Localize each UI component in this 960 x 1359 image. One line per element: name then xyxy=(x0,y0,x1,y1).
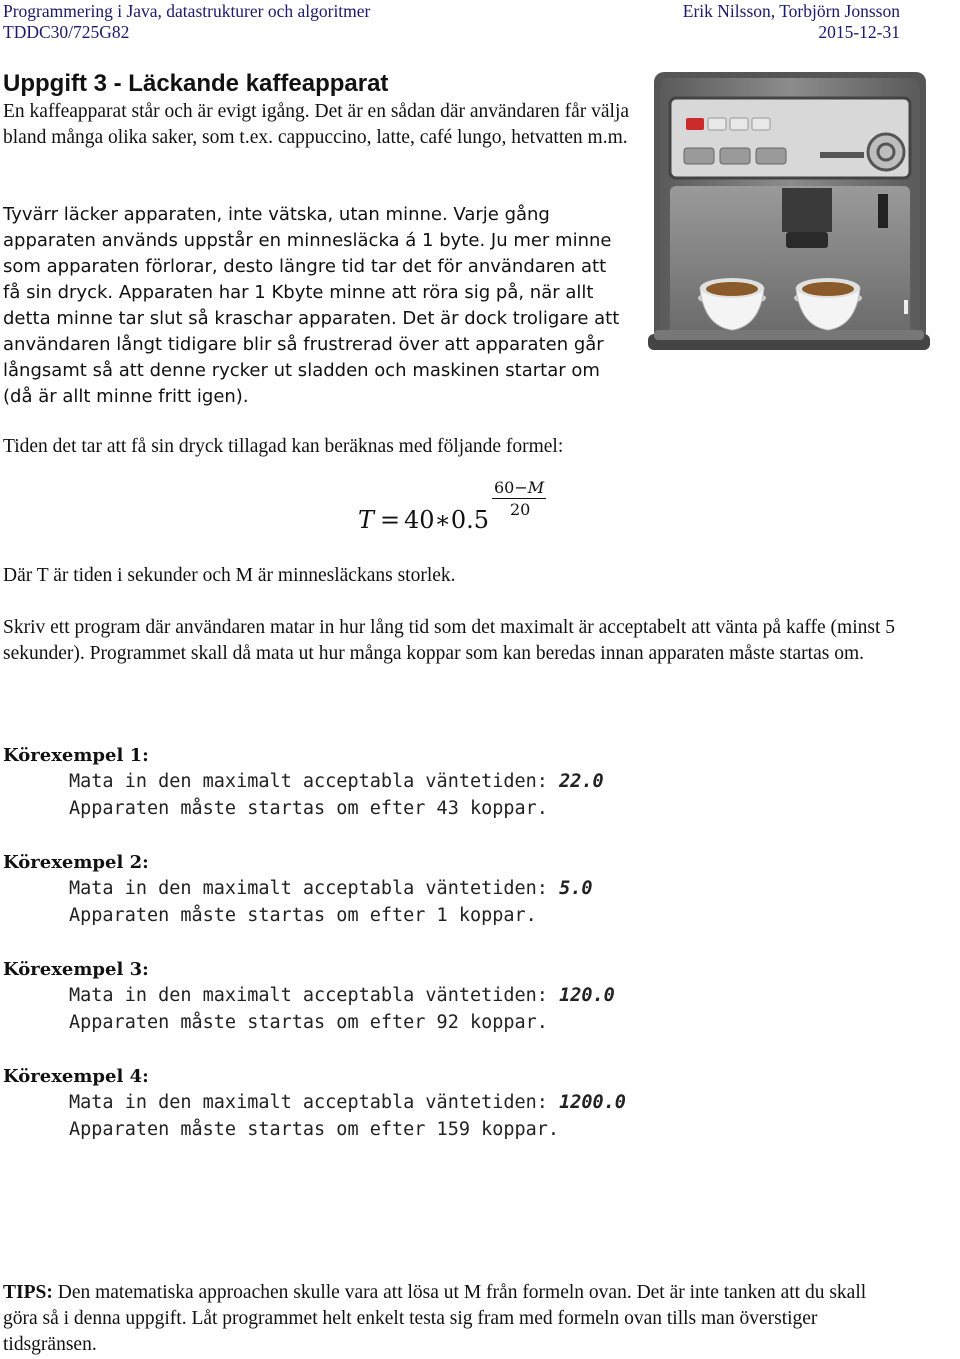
example-label: Körexempel 4: xyxy=(3,1066,149,1087)
tips-text: Den matematiska approachen skulle vara att lösa ut M från formeln ovan. Det är inte tanken att du skall göra så i denna uppgift. Låt programmet helt enkelt testa sig fram med formeln ovan tills man överstiger tidsgränsen. xyxy=(3,1282,867,1355)
example-output-line: Apparaten måste startas om efter 92 koppar. xyxy=(69,1012,548,1033)
tips-paragraph xyxy=(3,1280,903,1358)
example-label: Körexempel 2: xyxy=(3,852,149,873)
formula-exponent-numerator: 60−M xyxy=(494,478,545,497)
formula-lhs: T xyxy=(358,506,375,534)
example-output-line: Apparaten måste startas om efter 1 koppar. xyxy=(69,905,537,926)
problem-paragraph: Tyvärr läcker apparaten, inte vätska, utan minne. Varje gång apparaten används uppstår en minnesläcka á 1 byte. Ju mer minne som apparaten förlorar, desto längre tid tar det för användaren att få sin dryck. Apparaten har 1 Kbyte minne att röra sig på, när allt detta minne tar slut så kraschar apparaten. Det är dock troligare att användaren långt tidigare blir så frustrerad över att apparaten går långsamt så att denne rycker ut sladden och maskinen startar om (då är allt minne fritt igen). xyxy=(3,204,620,407)
header-course-code: TDDC30/725G82 xyxy=(3,22,130,42)
page-title: Uppgift 3 - Läckande kaffeapparat xyxy=(3,70,389,97)
coffee-machine-icon xyxy=(646,68,932,374)
intro-paragraph: En kaffeapparat står och är evigt igång. Det är en sådan där användaren får välja bland många olika saker, som t.ex. cappuccino, latte, café lungo, hetvatten m.m. xyxy=(3,101,630,148)
formula-intro: Tiden det tar att få sin dryck tillagad kan beräknas med följande formel: xyxy=(3,436,564,457)
formula-base: 40∗0.5 xyxy=(404,506,490,534)
formula-equals: = xyxy=(380,506,401,534)
example-input-line: Mata in den maximalt acceptabla väntetiden: 5.0 xyxy=(69,878,593,899)
header-date: 2015-12-31 xyxy=(818,22,900,42)
header-authors: Erik Nilsson, Torbjörn Jonsson xyxy=(682,1,900,21)
example-input-line: Mata in den maximalt acceptabla väntetiden: 120.0 xyxy=(69,985,615,1006)
formula-explanation: Där T är tiden i sekunder och M är minnesläckans storlek. xyxy=(3,565,456,586)
example-input-line: Mata in den maximalt acceptabla väntetiden: 22.0 xyxy=(69,771,604,792)
example-input-line: Mata in den maximalt acceptabla väntetiden: 1200.0 xyxy=(69,1092,626,1113)
tips-label: TIPS: xyxy=(3,1282,53,1303)
formula-exponent-denominator: 20 xyxy=(510,500,531,519)
example-label: Körexempel 1: xyxy=(3,745,149,766)
header-course-title: Programmering i Java, datastrukturer och algoritmer xyxy=(3,1,371,21)
formula xyxy=(358,476,558,536)
example-output-line: Apparaten måste startas om efter 159 koppar. xyxy=(69,1119,560,1140)
coffee-machine-illustration xyxy=(646,68,932,379)
example-output-line: Apparaten måste startas om efter 43 koppar. xyxy=(69,798,548,819)
assignment-paragraph: Skriv ett program där användaren matar in hur lång tid som det maximalt är acceptabelt att vänta på kaffe (minst 5 sekunder). Programmet skall då mata ut hur många koppar som kan beredas innan apparaten måste startas om. xyxy=(3,617,895,664)
example-label: Körexempel 3: xyxy=(3,959,149,980)
formula-fraction-bar xyxy=(492,498,546,499)
